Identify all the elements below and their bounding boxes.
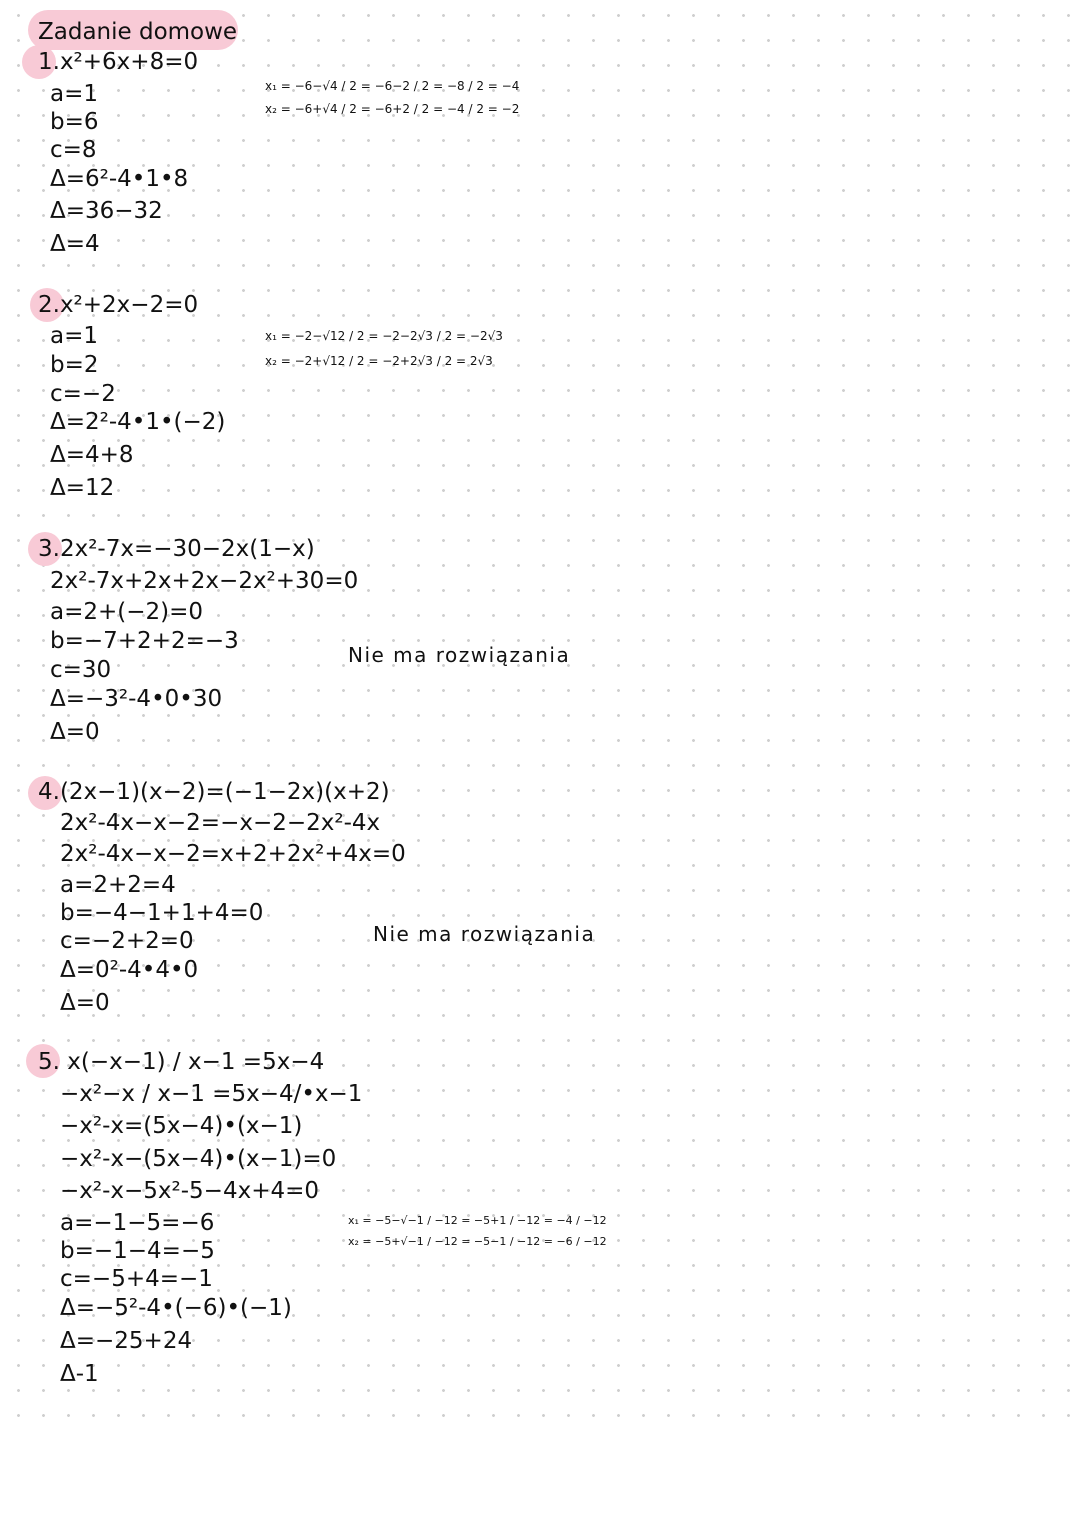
problem-3-line: Δ=0 bbox=[50, 719, 100, 745]
problem-2-line: Δ=4+8 bbox=[50, 442, 134, 468]
root-expression: x₂ = −6+√4 / 2 = −6+2 / 2 = −4 / 2 = −2 bbox=[265, 102, 520, 116]
problem-2-line: c=−2 bbox=[50, 381, 116, 407]
problem-1-line: Δ=6²-4•1•8 bbox=[50, 166, 189, 192]
problem-1-line: b=6 bbox=[50, 109, 99, 135]
root-expression: x₂ = −2+√12 / 2 = −2+2√3 / 2 = 2√3 bbox=[265, 354, 493, 368]
root-x2 bbox=[348, 1235, 607, 1248]
problem-4-line: a=2+2=4 bbox=[60, 872, 176, 898]
problem-3-equation: 3.2x²-7x=−30−2x(1−x) bbox=[38, 536, 315, 562]
problem-5-roots bbox=[348, 1214, 607, 1248]
problem-1-line: Δ=36−32 bbox=[50, 198, 163, 224]
problem-5-line: −x²-x−5x²-5−4x+4=0 bbox=[60, 1178, 320, 1204]
root-expression: x₁ = −2−√12 / 2 = −2−2√3 / 2 = −2√3 bbox=[265, 329, 503, 343]
problem-4-line: Δ=0²-4•4•0 bbox=[60, 957, 199, 983]
problem-3-note: Nie ma rozwiązania bbox=[348, 643, 571, 667]
problem-5-line: b=−1−4=−5 bbox=[60, 1238, 215, 1264]
problem-3-line: a=2+(−2)=0 bbox=[50, 599, 204, 625]
problem-1-roots bbox=[265, 80, 519, 116]
root-x2 bbox=[265, 103, 519, 116]
problem-4-line: b=−4−1+1+4=0 bbox=[60, 900, 264, 926]
problem-4-line: Δ=0 bbox=[60, 990, 110, 1016]
problem-1-line: Δ=4 bbox=[50, 231, 100, 257]
problem-5-equation: 5. x(−x−1) / x−1 =5x−4 bbox=[38, 1049, 325, 1075]
problem-2-roots bbox=[265, 330, 503, 368]
problem-3-line: Δ=−3²-4•0•30 bbox=[50, 686, 223, 712]
problem-1-line: a=1 bbox=[50, 81, 98, 107]
problem-3-line: c=30 bbox=[50, 657, 112, 683]
root-expression: x₁ = −6−√4 / 2 = −6−2 / 2 = −8 / 2 = −4 bbox=[265, 79, 520, 93]
root-x1 bbox=[265, 330, 503, 343]
problem-2-equation: 2.x²+2x−2=0 bbox=[38, 292, 199, 318]
problem-1-line: c=8 bbox=[50, 137, 97, 163]
problem-5-line: Δ=−5²-4•(−6)•(−1) bbox=[60, 1295, 292, 1321]
problem-5-line: −x²-x=(5x−4)•(x−1) bbox=[60, 1113, 303, 1139]
problem-5-line: −x²-x−(5x−4)•(x−1)=0 bbox=[60, 1146, 337, 1172]
problem-5-line: c=−5+4=−1 bbox=[60, 1266, 213, 1292]
root-x1 bbox=[348, 1214, 607, 1227]
problem-4-note: Nie ma rozwiązania bbox=[373, 922, 596, 946]
problem-2-line: Δ=2²-4•1•(−2) bbox=[50, 409, 226, 435]
problem-4-equation: 4.(2x−1)(x−2)=(−1−2x)(x+2) bbox=[38, 779, 390, 805]
root-x2 bbox=[265, 355, 503, 368]
problem-3-line: b=−7+2+2=−3 bbox=[50, 628, 239, 654]
problem-1-equation: 1.x²+6x+8=0 bbox=[38, 49, 199, 75]
problem-2-line: b=2 bbox=[50, 352, 99, 378]
problem-3-line: 2x²-7x+2x+2x−2x²+30=0 bbox=[50, 568, 359, 594]
problem-2-line: Δ=12 bbox=[50, 475, 115, 501]
problem-5-line: Δ-1 bbox=[60, 1361, 99, 1387]
problem-4-line: 2x²-4x−x−2=−x−2−2x²-4x bbox=[60, 810, 381, 836]
problem-5-line: −x²−x / x−1 =5x−4/•x−1 bbox=[60, 1081, 363, 1107]
problem-4-line: 2x²-4x−x−2=x+2+2x²+4x=0 bbox=[60, 841, 406, 867]
root-expression: x₂ = −5+√−1 / −12 = −5−1 / −12 = −6 / −12 bbox=[348, 1235, 607, 1248]
problem-5-line: Δ=−25+24 bbox=[60, 1328, 193, 1354]
page-title: Zadanie domowe bbox=[38, 19, 238, 45]
problem-2-line: a=1 bbox=[50, 323, 98, 349]
problem-5-line: a=−1−5=−6 bbox=[60, 1210, 215, 1236]
root-expression: x₁ = −5−√−1 / −12 = −5+1 / −12 = −4 / −12 bbox=[348, 1214, 607, 1227]
problem-4-line: c=−2+2=0 bbox=[60, 928, 194, 954]
root-x1 bbox=[265, 80, 519, 93]
